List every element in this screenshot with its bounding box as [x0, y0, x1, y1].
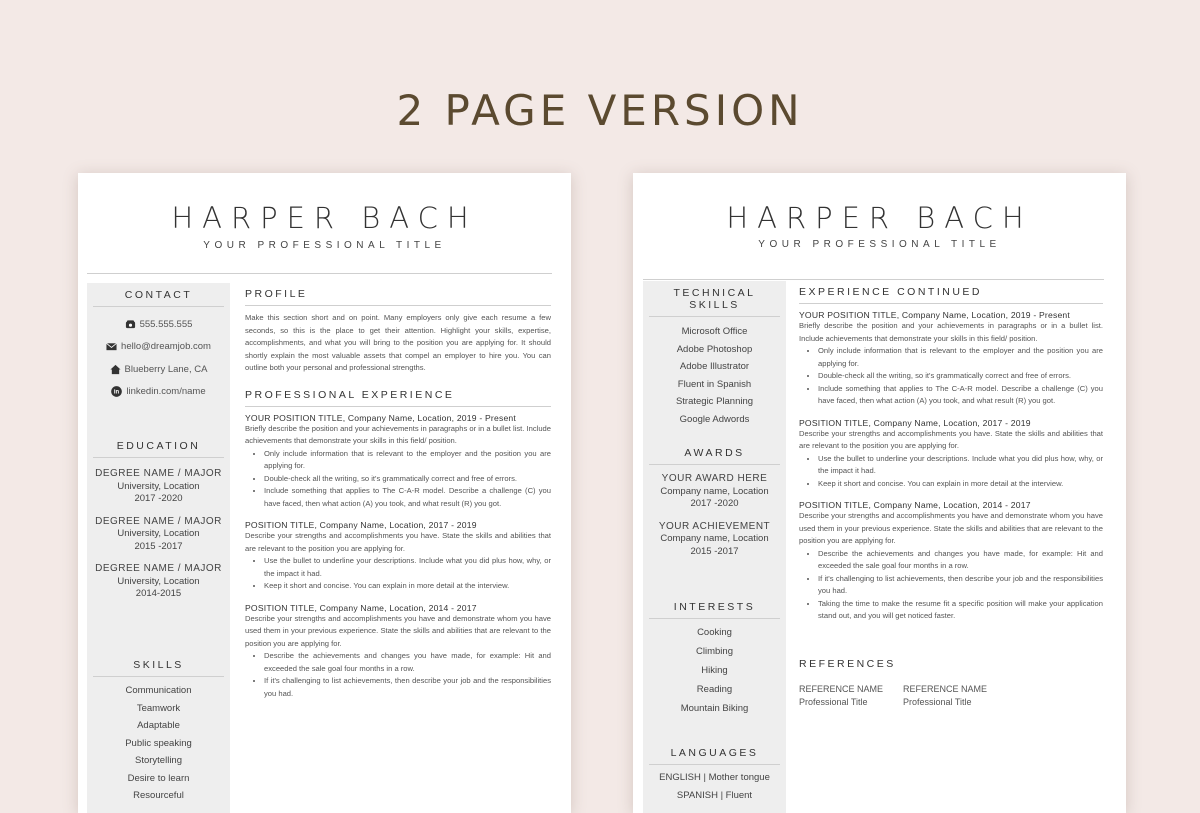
bullet-item: • Use the bullet to underline your descriptions. Include what you did plus how, why, or the impact it had. [264, 555, 551, 580]
reference-title: Professional Title [799, 696, 868, 707]
award-company: Company name, Location [660, 485, 769, 497]
job-bullets [245, 555, 551, 593]
linkedin-icon [111, 386, 122, 397]
sidebar [643, 281, 786, 813]
resume-name: HARPER BACH [171, 201, 478, 235]
languages-list [643, 769, 786, 804]
job-entry [799, 500, 1103, 623]
contact-heading: CONTACT [93, 283, 224, 307]
education-heading: EDUCATION [93, 434, 224, 458]
main-column [245, 283, 551, 700]
interests-heading: INTERESTS [649, 595, 780, 619]
education-years: 2017 -2020 [134, 493, 183, 504]
contact-linkedin [87, 381, 230, 404]
interest-item: Climbing [696, 646, 733, 657]
email-text: hello@dreamjob.com [121, 341, 211, 353]
job-description: Describe your strengths and accomplishments you have. State the skills and abilities that are relevant to the position you are applying for. [799, 428, 1103, 450]
references-list [799, 683, 1103, 709]
resume-page-1 [78, 173, 571, 813]
experience-heading: PROFESSIONAL EXPERIENCE [245, 384, 551, 407]
job-entry [799, 418, 1103, 491]
awards-section [643, 441, 786, 568]
degree-name: DEGREE NAME / MAJOR [95, 468, 222, 479]
degree-name: DEGREE NAME / MAJOR [95, 563, 222, 574]
technical-skill-item: Strategic Planning [675, 396, 754, 407]
education-years: 2015 -2017 [134, 540, 183, 552]
job-entry [245, 603, 551, 701]
contact-section [87, 283, 230, 403]
home-icon [110, 364, 121, 375]
interests-section [643, 595, 786, 718]
degree-name: DEGREE NAME / MAJOR [95, 515, 222, 527]
skill-item: Desire to learn [127, 772, 190, 784]
technical-skill-item: Microsoft Office [681, 326, 748, 337]
award-name: YOUR ACHIEVEMENT [658, 520, 771, 532]
bullet-item: • Describe the achievements and changes you have made, for example: Hit and exceeded the sale goal four months in a row. [818, 548, 1103, 573]
technical-skill-item: Google Adwords [679, 413, 750, 425]
skill-item: Resourceful [133, 790, 184, 801]
reference-item [799, 683, 883, 709]
banner-heading: 2 PAGE VERSION [396, 86, 804, 135]
references-heading: REFERENCES [799, 657, 896, 670]
job-description: Briefly describe the position and your achievements in paragraphs or in a bullet list. Include achievements that demonstrate your skills in this field/ position. [799, 321, 1103, 343]
bullet-item: • Double-check all the writing, so it's grammatically correct and free of errors. [818, 370, 1103, 383]
awards-heading: AWARDS [649, 441, 780, 465]
contact-phone [87, 313, 230, 336]
skills-section [87, 653, 230, 805]
experience-continued-heading: EXPERIENCE CONTINUED [799, 281, 1103, 304]
skills-list [87, 682, 230, 805]
contact-address [87, 358, 230, 381]
university-location: University, Location [117, 480, 200, 492]
header-divider [87, 273, 552, 274]
education-item [87, 563, 230, 601]
profile-text: Make this section short and on point. Many employers only give each resume a few seconds, so this is the place to get their attention. Highlight your skills, expertise, accomplishments, and what you will bring to the position you are applying for. It should shortly explain the most valuable assets that compel an employer to hire you. You can outline both your personal and professional strengths. [245, 313, 551, 372]
bullet-item: • If it's challenging to list achievements, then describe your job and the responsibilities you had. [264, 675, 551, 700]
technical-skills-list [643, 323, 786, 428]
profile-heading: PROFILE [245, 283, 551, 306]
job-description: Describe your strengths and accomplishments you have and demonstrate whom you have used them in your previous experience. State the skills and abilities that are relevant to the position you are applying for. [799, 511, 1103, 545]
education-item [87, 516, 230, 554]
job-description: Describe your strengths and accomplishments you have and demonstrate whom you have used them in your previous experience. State the skills and abilities that are relevant to the position you are applying for. [245, 613, 551, 648]
bullet-item: • Include something that applies to The C-A-R model. Describe a challenge (C) you have faced, then what action (A) you took, and what result (R) you got. [818, 383, 1103, 408]
technical-skill-item: Fluent in Spanish [677, 378, 752, 390]
languages-heading: LANGUAGES [649, 741, 780, 765]
education-item [87, 468, 230, 506]
interest-item: Hiking [701, 665, 728, 676]
reference-item [903, 683, 987, 709]
resume-page-2 [633, 173, 1126, 813]
header-divider [643, 279, 1104, 280]
bullet-item: • Use the bullet to underline your descriptions. Include what you did plus how, why, or the impact it had. [818, 453, 1103, 478]
award-item [643, 521, 786, 559]
bullet-item: • Keep it short and concise. You can explain in more detail at the interview. [818, 478, 1103, 491]
resume-professional-title: YOUR PROFESSIONAL TITLE [203, 240, 446, 251]
main-column [799, 281, 1103, 709]
job-description: Briefly describe the position and your achievements in paragraphs or in a bullet list. Include achievements that demonstrate your skills in this field/ position. [245, 423, 551, 445]
award-years: 2015 -2017 [690, 545, 739, 557]
job-entry [245, 520, 551, 593]
svg-text:in: in [114, 389, 120, 396]
bullet-item: • Only include information that is relevant to the employer and the position you are applying for. [818, 345, 1103, 370]
skill-item: Teamwork [136, 702, 181, 714]
award-name: YOUR AWARD HERE [661, 473, 768, 484]
job-entry [799, 310, 1103, 408]
bullet-item: • Keep it short and concise. You can explain in more detail at the interview. [264, 580, 551, 593]
interest-item: Cooking [697, 627, 732, 638]
interests-list [643, 623, 786, 718]
skill-item: Storytelling [135, 755, 182, 766]
award-item [643, 473, 786, 511]
reference-name: REFERENCE NAME [799, 683, 884, 694]
linkedin-text: linkedin.com/name [126, 386, 206, 398]
contact-email [87, 336, 230, 359]
interest-item: Reading [696, 684, 733, 695]
technical-skill-item: Adobe Photoshop [676, 343, 753, 355]
bullet-item: • Taking the time to make the resume fit a specific position will make your application stand out, and you will get noticed faster. [818, 598, 1103, 623]
bullet-item: • Describe the achievements and changes you have made, for example: Hit and exceeded the sale goal four months in a row. [264, 650, 551, 675]
reference-title: Professional Title [903, 696, 972, 707]
job-bullets [245, 448, 551, 511]
technical-skill-item: Adobe Illustrator [679, 361, 750, 372]
skills-heading: SKILLS [93, 653, 224, 677]
sidebar [87, 283, 230, 813]
job-entry [245, 413, 551, 511]
reference-name: REFERENCE NAME [903, 683, 988, 694]
envelope-icon [106, 341, 117, 352]
education-section [87, 434, 230, 611]
resume-professional-title: YOUR PROFESSIONAL TITLE [758, 239, 1001, 250]
award-years: 2017 -2020 [690, 498, 739, 509]
job-title: POSITION TITLE, Company Name, Location, 2017 - 2019 [799, 417, 1031, 428]
address-text: Blueberry Lane, CA [124, 363, 208, 375]
job-bullets [245, 650, 551, 700]
bullet-item: • Double-check all the writing, so it's grammatically correct and free of errors. [264, 473, 551, 486]
education-years: 2014-2015 [135, 588, 182, 599]
job-bullets [799, 548, 1103, 623]
job-title: POSITION TITLE, Company Name, Location, 2017 - 2019 [245, 520, 477, 530]
skill-item: Adaptable [137, 720, 180, 731]
technical-skills-section [643, 281, 786, 428]
job-title: POSITION TITLE, Company Name, Location, 2014 - 2017 [799, 500, 1031, 510]
university-location: University, Location [117, 528, 200, 539]
bullet-item: • If it's challenging to list achievements, then describe your job and the responsibilities you had. [818, 573, 1103, 598]
phone-icon [125, 319, 136, 330]
language-item: ENGLISH | Mother tongue [659, 772, 770, 783]
bullet-item: • Only include information that is relevant to the employer and the position you are applying for. [264, 448, 551, 473]
bullet-item: • Include something that applies to The C-A-R model. Describe a challenge (C) you have faced, then what action (A) you took, and what result (R) you got. [264, 485, 551, 510]
interest-item: Mountain Biking [680, 703, 749, 714]
technical-skills-heading: TECHNICAL SKILLS [649, 281, 780, 317]
job-description: Describe your strengths and accomplishments you have. State the skills and abilities that are relevant to the position you are applying for. [245, 531, 551, 553]
job-title: YOUR POSITION TITLE, Company Name, Location, 2019 - Present [245, 412, 516, 423]
resume-name: HARPER BACH [726, 201, 1033, 235]
language-item: SPANISH | Fluent [676, 789, 753, 801]
languages-section [643, 741, 786, 804]
job-bullets [799, 345, 1103, 408]
job-bullets [799, 453, 1103, 491]
university-location: University, Location [117, 575, 200, 587]
job-title: POSITION TITLE, Company Name, Location, 2014 - 2017 [245, 602, 477, 613]
skill-item: Communication [125, 685, 192, 696]
skill-item: Public speaking [125, 737, 192, 749]
phone-text: 555.555.555 [139, 318, 193, 330]
award-company: Company name, Location [660, 533, 769, 544]
job-title: YOUR POSITION TITLE, Company Name, Location, 2019 - Present [799, 310, 1070, 320]
